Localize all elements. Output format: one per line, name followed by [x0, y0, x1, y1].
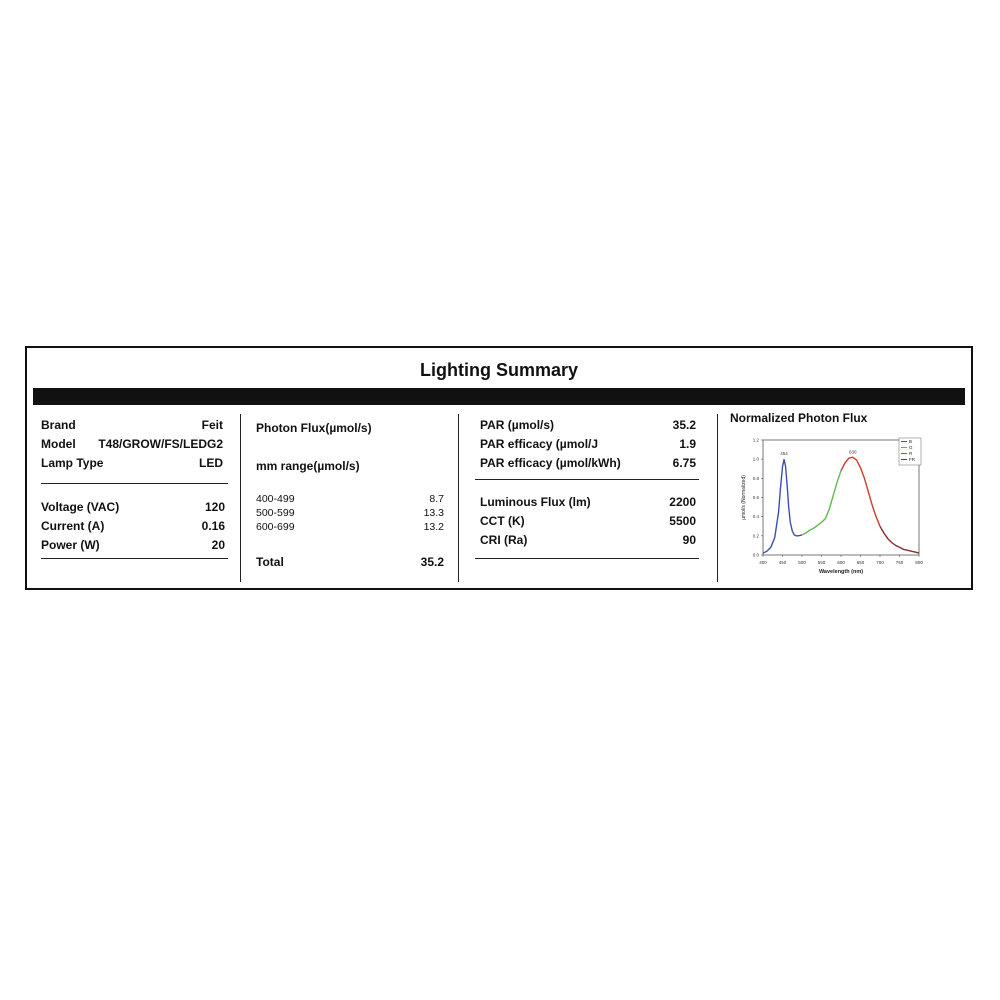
luminous-flux-label: Luminous Flux (lm) — [480, 495, 591, 509]
photon-flux-heading: Photon Flux(µmol/s) — [256, 421, 372, 435]
y-tick-label: 0.2 — [752, 533, 759, 539]
par-efficacy-j-label: PAR efficacy (µmol/J — [480, 437, 599, 451]
peak-label: 454 — [780, 451, 788, 457]
range-value: 13.2 — [423, 521, 444, 533]
lamp-type-label: Lamp Type — [41, 456, 104, 470]
y-axis-label: µmol/s (Normalized) — [741, 475, 747, 520]
current-label: Current (A) — [41, 519, 105, 533]
y-tick-label: 1.0 — [752, 456, 759, 462]
par-efficacy-kwh-label: PAR efficacy (µmol/kWh) — [480, 456, 621, 470]
divider — [41, 558, 228, 559]
current-value: 0.16 — [201, 519, 225, 533]
x-tick-label: 500 — [798, 560, 806, 565]
divider — [475, 558, 699, 559]
cct-label: CCT (K) — [480, 514, 525, 528]
range-label: 500-599 — [256, 507, 295, 519]
legend-entry: FR — [909, 457, 915, 462]
divider — [475, 479, 699, 480]
voltage-value: 120 — [204, 500, 225, 514]
column-divider — [240, 414, 241, 582]
cri-value: 90 — [682, 533, 696, 547]
lighting-summary-panel — [25, 346, 973, 590]
power-value: 20 — [211, 538, 225, 552]
legend-entry: B — [909, 439, 913, 444]
y-tick-label: 0.4 — [752, 514, 759, 520]
range-value: 8.7 — [429, 493, 444, 505]
photon-flux-chart — [729, 432, 959, 584]
range-label: 600-699 — [256, 521, 295, 533]
divider — [41, 483, 228, 484]
panel-title: Lighting Summary — [419, 360, 578, 380]
model-label: Model — [41, 437, 76, 451]
column-divider — [717, 414, 718, 582]
plot-frame — [763, 440, 919, 555]
x-tick-label: 750 — [895, 560, 904, 565]
y-tick-label: 0.6 — [752, 495, 759, 500]
range-value: 13.3 — [423, 507, 444, 519]
legend-entry: R — [909, 451, 913, 456]
luminous-flux-value: 2200 — [669, 495, 696, 509]
cri-label: CRI (Ra) — [480, 533, 528, 547]
legend-entry: G — [909, 445, 913, 450]
peak-label: 630 — [848, 449, 857, 455]
model-value: T48/GROW/FS/LEDG2 — [98, 437, 223, 451]
series-line-fr — [880, 526, 919, 553]
brand-value: Feit — [201, 418, 223, 432]
x-tick-label: 800 — [915, 560, 923, 565]
lamp-type-value: LED — [199, 456, 223, 470]
cct-value: 5500 — [669, 514, 696, 528]
brand-label: Brand — [41, 418, 76, 432]
voltage-label: Voltage (VAC) — [41, 500, 120, 514]
series-line-r — [841, 457, 880, 526]
par-efficacy-kwh-value: 6.75 — [672, 456, 696, 470]
x-tick-label: 600 — [837, 560, 845, 565]
par-label: PAR (µmol/s) — [480, 418, 555, 432]
column-divider — [458, 414, 459, 582]
header-bar — [33, 388, 965, 405]
range-label: 400-499 — [256, 493, 295, 505]
x-tick-label: 700 — [876, 560, 884, 565]
series-line-g — [802, 471, 841, 535]
y-tick-label: 0.0 — [752, 552, 759, 558]
x-tick-label: 450 — [778, 560, 787, 565]
x-tick-label: 400 — [759, 560, 767, 565]
x-axis-label: Wavelength (nm) — [818, 569, 864, 575]
x-tick-label: 650 — [856, 560, 865, 565]
chart-title: Normalized Photon Flux — [730, 411, 868, 425]
y-tick-label: 1.2 — [752, 437, 759, 443]
x-tick-label: 550 — [817, 560, 826, 565]
series-line-b — [763, 459, 802, 553]
total-value: 35.2 — [420, 555, 444, 569]
power-label: Power (W) — [41, 538, 100, 552]
total-label: Total — [256, 555, 284, 569]
par-efficacy-j-value: 1.9 — [679, 437, 696, 451]
mm-range-heading: mm range(µmol/s) — [256, 459, 360, 473]
par-value: 35.2 — [672, 418, 696, 432]
y-tick-label: 0.8 — [752, 475, 759, 481]
